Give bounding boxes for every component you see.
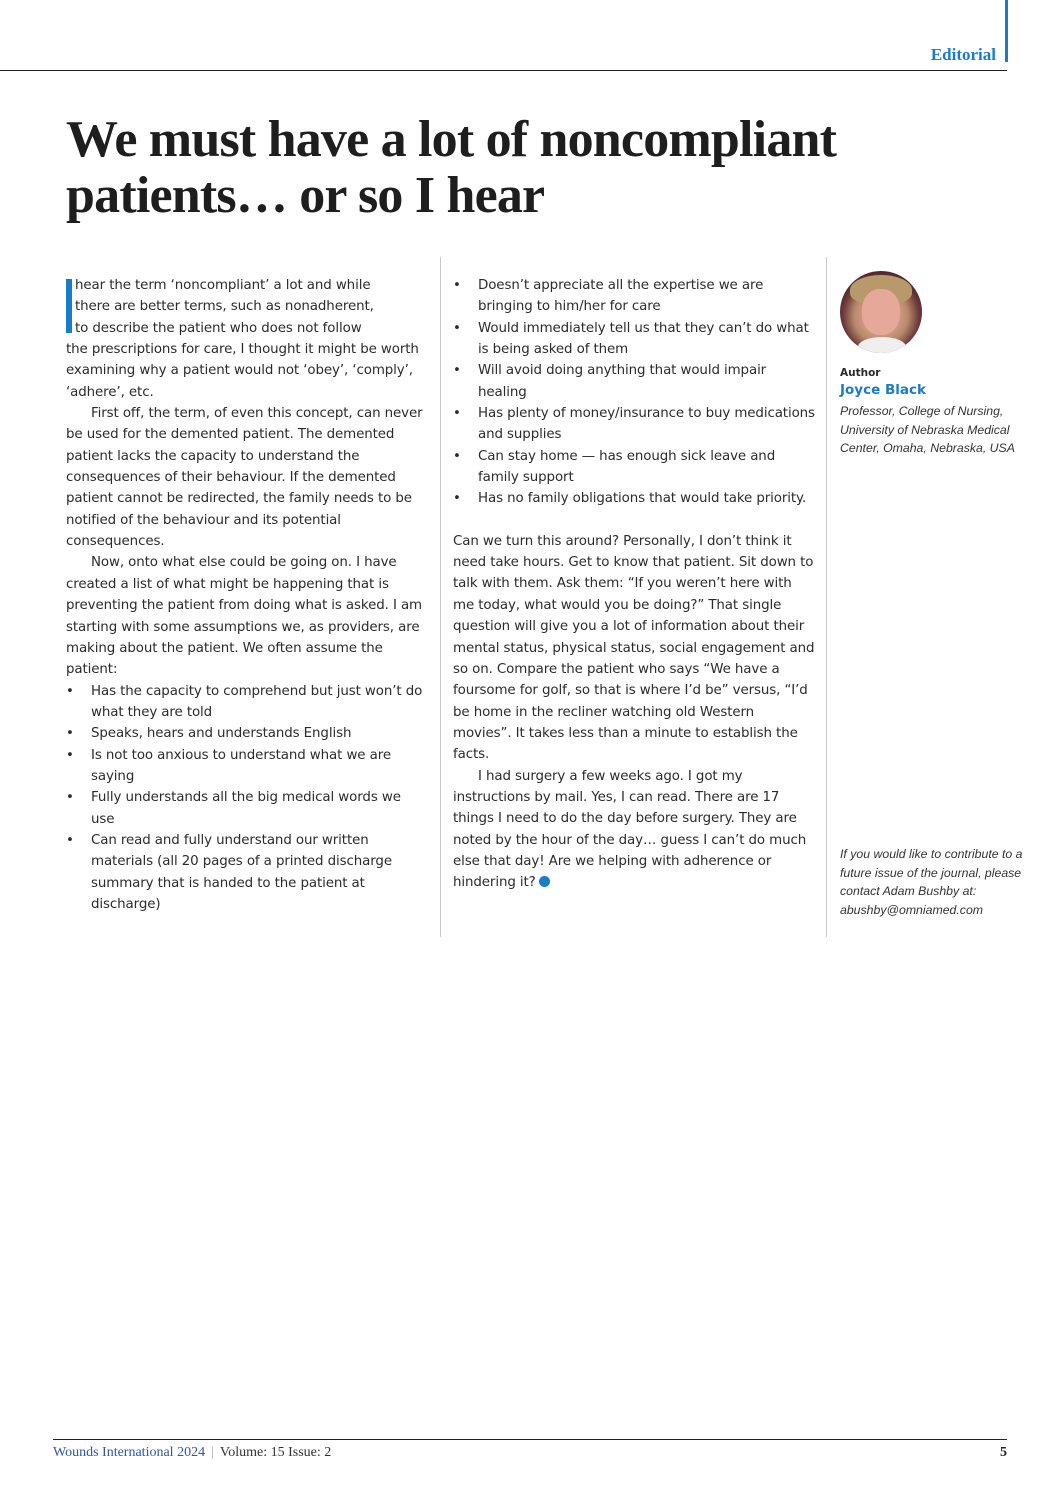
list-item: • Will avoid doing anything that would impair healing	[453, 360, 815, 403]
bullet-icon: •	[453, 406, 461, 422]
bullet-icon: •	[66, 790, 74, 806]
intro-line: to describe the patient who does not follow	[75, 320, 362, 336]
list-item: • Speaks, hears and understands English	[66, 723, 426, 744]
bullet-icon: •	[66, 747, 74, 763]
contribute-note: If you would like to contribute to a future issue of the journal, please contact Adam Bushby at: abushby@omniamed.com	[840, 847, 1023, 917]
dropcap-i-bar	[66, 279, 72, 333]
list-item: • Can stay home — has enough sick leave and family support	[453, 446, 815, 489]
bullet-icon: •	[453, 448, 461, 464]
avatar-collar	[858, 337, 906, 353]
footer-rule	[53, 1439, 1007, 1440]
intro-rest: the prescriptions for care, I thought it might be worth examining why a patient would not ‘obey’, ‘comply’, ‘adhere’, etc.	[66, 342, 419, 400]
article-column-2	[453, 275, 815, 894]
author-name: Joyce Black	[840, 382, 926, 398]
paragraph-4: Can we turn this around? Personally, I don’t think it need take hours. Get to know that patient. Sit down to talk with them. Ask them: “If you weren’t here with me today, what would you be doing?” That single question will give you a lot of information about their mental status, physical status, social engagement and so on. Compare the patient who says “We have a foursome for golf, so that is where I’d be” versus, “I’d be home in the recliner watching old Western movies”. It takes less than a minute to establish the facts.	[453, 533, 815, 763]
list-item: • Would immediately tell us that they can’t do what is being asked of them	[453, 318, 815, 361]
author-affiliation: Professor, College of Nursing, University of Nebraska Medical Center, Omaha, Nebraska, USA	[840, 404, 1015, 456]
bullet-icon: •	[453, 320, 461, 336]
bullet-icon: •	[66, 832, 74, 848]
author-label: Author	[840, 367, 881, 379]
section-label: Editorial	[930, 45, 996, 64]
intro-paragraph	[66, 275, 426, 403]
footer-separator: |	[211, 1445, 214, 1460]
article-column-1	[66, 275, 426, 915]
assumptions-list-2	[453, 275, 815, 510]
bullet-icon: •	[66, 726, 74, 742]
spacer	[453, 510, 815, 531]
page-number: 5	[1000, 1445, 1007, 1460]
avatar-face	[862, 289, 900, 335]
article-title	[66, 112, 966, 224]
assumptions-list-1	[66, 681, 426, 916]
paragraph-2: First off, the term, of even this concept, can never be used for the demented patient. The demented patient lacks the capacity to understand the consequences of their behaviour. If the demented patient cannot be redirected, the family needs to be notified of the behaviour and its potential consequences.	[66, 406, 423, 550]
header-accent-bar	[1005, 0, 1008, 62]
author-info	[840, 365, 1020, 458]
title-line-1: We must have a lot of noncompliant	[66, 111, 837, 168]
intro-line: hear the term ‘noncompliant’ a lot and while	[75, 278, 371, 293]
intro-line: there are better terms, such as nonadherent,	[75, 299, 374, 315]
author-avatar	[840, 271, 922, 353]
list-item: • Has the capacity to comprehend but just won’t do what they are told	[66, 681, 426, 724]
list-item: • Doesn’t appreciate all the expertise we are bringing to him/her for care	[453, 275, 815, 318]
paragraph-3: Now, onto what else could be going on. I have created a list of what might be happening that is preventing the patient from doing what is asked. I am starting with some assumptions we, as providers, are making about the patient. We often assume the patient:	[66, 555, 422, 678]
page-footer	[53, 1445, 1007, 1461]
column-divider	[440, 257, 441, 937]
bullet-icon: •	[453, 491, 461, 507]
bullet-icon: •	[453, 278, 461, 293]
column-divider	[826, 257, 827, 937]
list-item: • Has plenty of money/insurance to buy medications and supplies	[453, 403, 815, 446]
bullet-icon: •	[66, 683, 74, 699]
header-rule	[0, 70, 1007, 71]
footer-volume-issue: Volume: 15 Issue: 2	[219, 1445, 332, 1460]
footer-journal: Wounds International 2024	[53, 1445, 206, 1460]
list-item: • Can read and fully understand our written materials (all 20 pages of a printed discharge summary that is handed to the patient at discharge)	[66, 830, 426, 915]
end-of-article-dot-icon	[539, 876, 550, 887]
paragraph-5: I had surgery a few weeks ago. I got my instructions by mail. Yes, I can read. There are 17 things I need to do the day before surgery. They are noted by the hour of the day… guess I can’t do much else that day! Are we helping with adherence or hindering it?	[453, 768, 807, 891]
list-item: • Has no family obligations that would take priority.	[453, 488, 815, 509]
bullet-icon: •	[453, 363, 461, 379]
list-item: • Is not too anxious to understand what we are saying	[66, 745, 426, 788]
title-line-2: patients… or so I hear	[66, 167, 545, 224]
list-item: • Fully understands all the big medical words we use	[66, 787, 426, 830]
